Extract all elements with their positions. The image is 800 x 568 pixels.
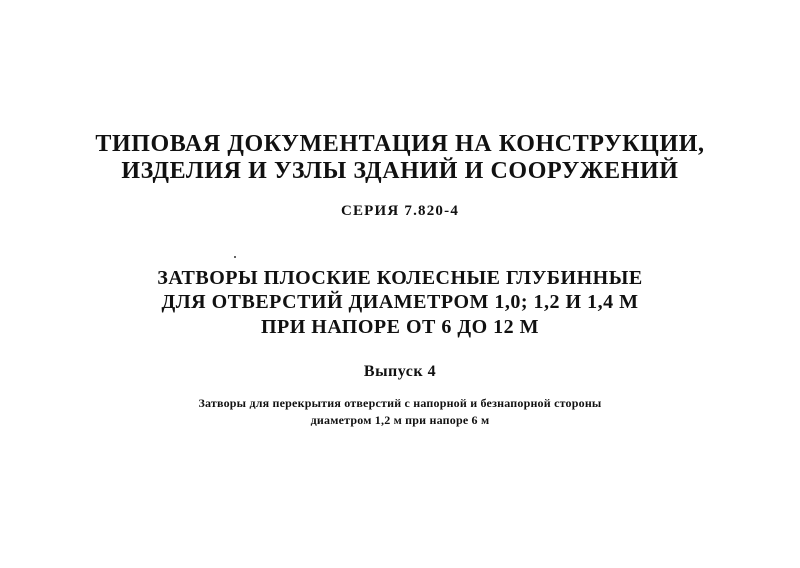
series-number: СЕРИЯ 7.820-4 [340, 203, 460, 219]
header-title-line-2: ИЗДЕЛИЯ И УЗЛЫ ЗДАНИЙ И СООРУЖЕНИЙ [121, 158, 679, 184]
document-title-line-3: ПРИ НАПОРЕ ОТ 6 ДО 12 М [260, 316, 540, 338]
subtitle-line-2: диаметром 1,2 м при напоре 6 м [310, 413, 490, 427]
subtitle-line-1: Затворы для перекрытия отверстий с напорной и безнапорной стороны [198, 396, 602, 410]
header-title-line-1: ТИПОВАЯ ДОКУМЕНТАЦИЯ НА КОНСТРУКЦИИ, [95, 131, 705, 157]
print-speck [234, 256, 236, 258]
document-title-line-2: ДЛЯ ОТВЕРСТИЙ ДИАМЕТРОМ 1,0; 1,2 И 1,4 М [161, 291, 639, 313]
issue-number: Выпуск 4 [363, 363, 437, 380]
document-title-line-1: ЗАТВОРЫ ПЛОСКИЕ КОЛЕСНЫЕ ГЛУБИННЫЕ [157, 267, 643, 289]
